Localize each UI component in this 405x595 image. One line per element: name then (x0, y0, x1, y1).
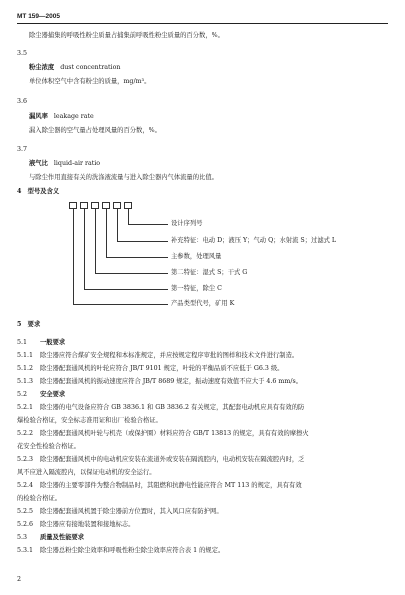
term-definition: 与除尘作用直接有关的洗涤液流量与进入除尘器内气体流量的比值。 (29, 174, 218, 181)
clause-number: 5.1.3 (17, 378, 34, 385)
clause-text: 安全要求 (40, 391, 66, 398)
clause-text: 除尘器配套通风机的振动速度应符合 JB/T 8689 规定，振动速度有效值不应大于 4.6 mm/s。 (40, 378, 303, 385)
code-box-2 (80, 202, 88, 209)
connector (128, 209, 129, 225)
standard-id: MT 159—2005 (17, 13, 60, 20)
term-title-cn: 漏风率 (29, 113, 48, 120)
clause-text: 质量及性能要求 (40, 534, 85, 541)
clause-number: 5.1.2 (17, 365, 34, 372)
term-title (29, 160, 100, 168)
clause-text: 除尘器配套通风机中的电动机应安装在流道外或安装在隔流腔内，电动机安装在隔流腔内时，乏 (40, 456, 305, 463)
code-box-6 (124, 202, 132, 209)
clause-number: 5.2.1 (17, 404, 34, 411)
term-title-cn: 液气比 (29, 160, 48, 167)
term-title-cn: 粉尘浓度 (29, 64, 55, 71)
connector (106, 209, 107, 258)
code-box-3 (91, 202, 99, 209)
connector (95, 209, 96, 274)
clause-number: 5.2 (17, 391, 28, 398)
clause-text: 除尘器应符合煤矿安全规程和本标准规定，并应按规定程序审批的图样和技术文件进行制造。 (40, 352, 299, 359)
clause-text: 除尘器总粉尘除尘效率和呼吸性粉尘除尘效率应符合表 1 的规定。 (40, 547, 225, 554)
term-title-en: liquid-air ratio (53, 160, 101, 167)
clause-text: 除尘器的电气设备应符合 GB 3836.1 和 GB 3836.2 有关规定，其配套电动机应具有有效的防 (40, 404, 305, 411)
term-title (29, 64, 120, 72)
header-rule (17, 23, 388, 24)
code-box-5 (113, 202, 121, 209)
clause-text: 除尘器的主要零部件为整合物制品时，其阻燃和抗静电性能应符合 MT 113 的规定，具有有效 (40, 482, 302, 489)
clause-number: 5.3.1 (17, 547, 34, 554)
term-definition: 漏入除尘器的空气量占处理风量的百分数，%。 (29, 127, 161, 134)
clause-number: 5.2.2 (17, 430, 34, 437)
section-4-heading: 4 型号及含义 (17, 188, 60, 195)
connector (128, 224, 168, 225)
connector (117, 209, 118, 242)
clause-number: 5.2.3 (17, 456, 34, 463)
connector (73, 209, 74, 305)
term-title (29, 113, 94, 121)
clause-number: 5.2.5 (17, 508, 34, 515)
clause-text: 花安全性检验合格证。 (17, 443, 80, 450)
term-number: 3.5 (17, 50, 28, 57)
clause-number: 5.3 (17, 534, 28, 541)
clause-number: 5.1 (17, 339, 28, 346)
clause-text: 一般要求 (40, 339, 66, 346)
page-number: 2 (17, 576, 22, 583)
clause-text: 的检验合格证。 (17, 495, 62, 502)
connector (73, 304, 168, 305)
connector (84, 209, 85, 290)
term-title-en: leakage rate (53, 113, 94, 120)
code-label: 第一特征，除尘 C (171, 285, 222, 292)
clause-number: 5.2.6 (17, 521, 34, 528)
clause-number: 5.2.4 (17, 482, 34, 489)
code-box-1 (69, 202, 77, 209)
term-number: 3.7 (17, 146, 28, 153)
connector (84, 289, 168, 290)
clause-text: 爆检验合格证，安全标志准用证和出厂检验合格证。 (17, 417, 162, 424)
clause-number: 5.1.1 (17, 352, 34, 359)
term-definition: 单位体积空气中含有粉尘的质量，mg/m³。 (29, 78, 151, 85)
term-number: 3.6 (17, 98, 28, 105)
connector (117, 241, 168, 242)
code-label: 主参数，处理风量 (171, 253, 222, 260)
intro-text: 除尘器捕集的呼吸性粉尘质量占捕集前呼吸性粉尘质量的百分数，%。 (29, 32, 224, 39)
section-5-heading: 5 要求 (17, 321, 41, 328)
clause-text: 除尘器应有接地装置和接地标志。 (40, 521, 135, 528)
clause-text: 除尘器配套通风机的叶轮应符合 JB/T 9101 规定，叶轮的平衡品质不应低于 G6.3 级。 (40, 365, 284, 372)
clause-text: 除尘器配套通风机置于除尘器前方位置时，其入风口应有防护网。 (40, 508, 223, 515)
code-box-4 (102, 202, 110, 209)
connector (106, 257, 168, 258)
code-label: 产品类型代号，矿用 K (171, 300, 235, 307)
term-title-en: dust concentration (60, 64, 121, 71)
connector (95, 273, 168, 274)
code-label: 补充特征：电动 D；液压 Y；气动 Q；水射流 S；过滤式 L (171, 237, 337, 244)
code-label: 设计序列号 (171, 220, 203, 227)
code-label: 第二特征：湿式 S；干式 G (171, 269, 248, 276)
clause-text: 除尘器配套通风机叶轮与机壳（或保护圈）材料应符合 GB/T 13813 的规定，具有有效的摩擦火 (40, 430, 309, 437)
clause-text: 风不应进入隔流腔内，以保证电动机的安全运行。 (17, 469, 156, 476)
